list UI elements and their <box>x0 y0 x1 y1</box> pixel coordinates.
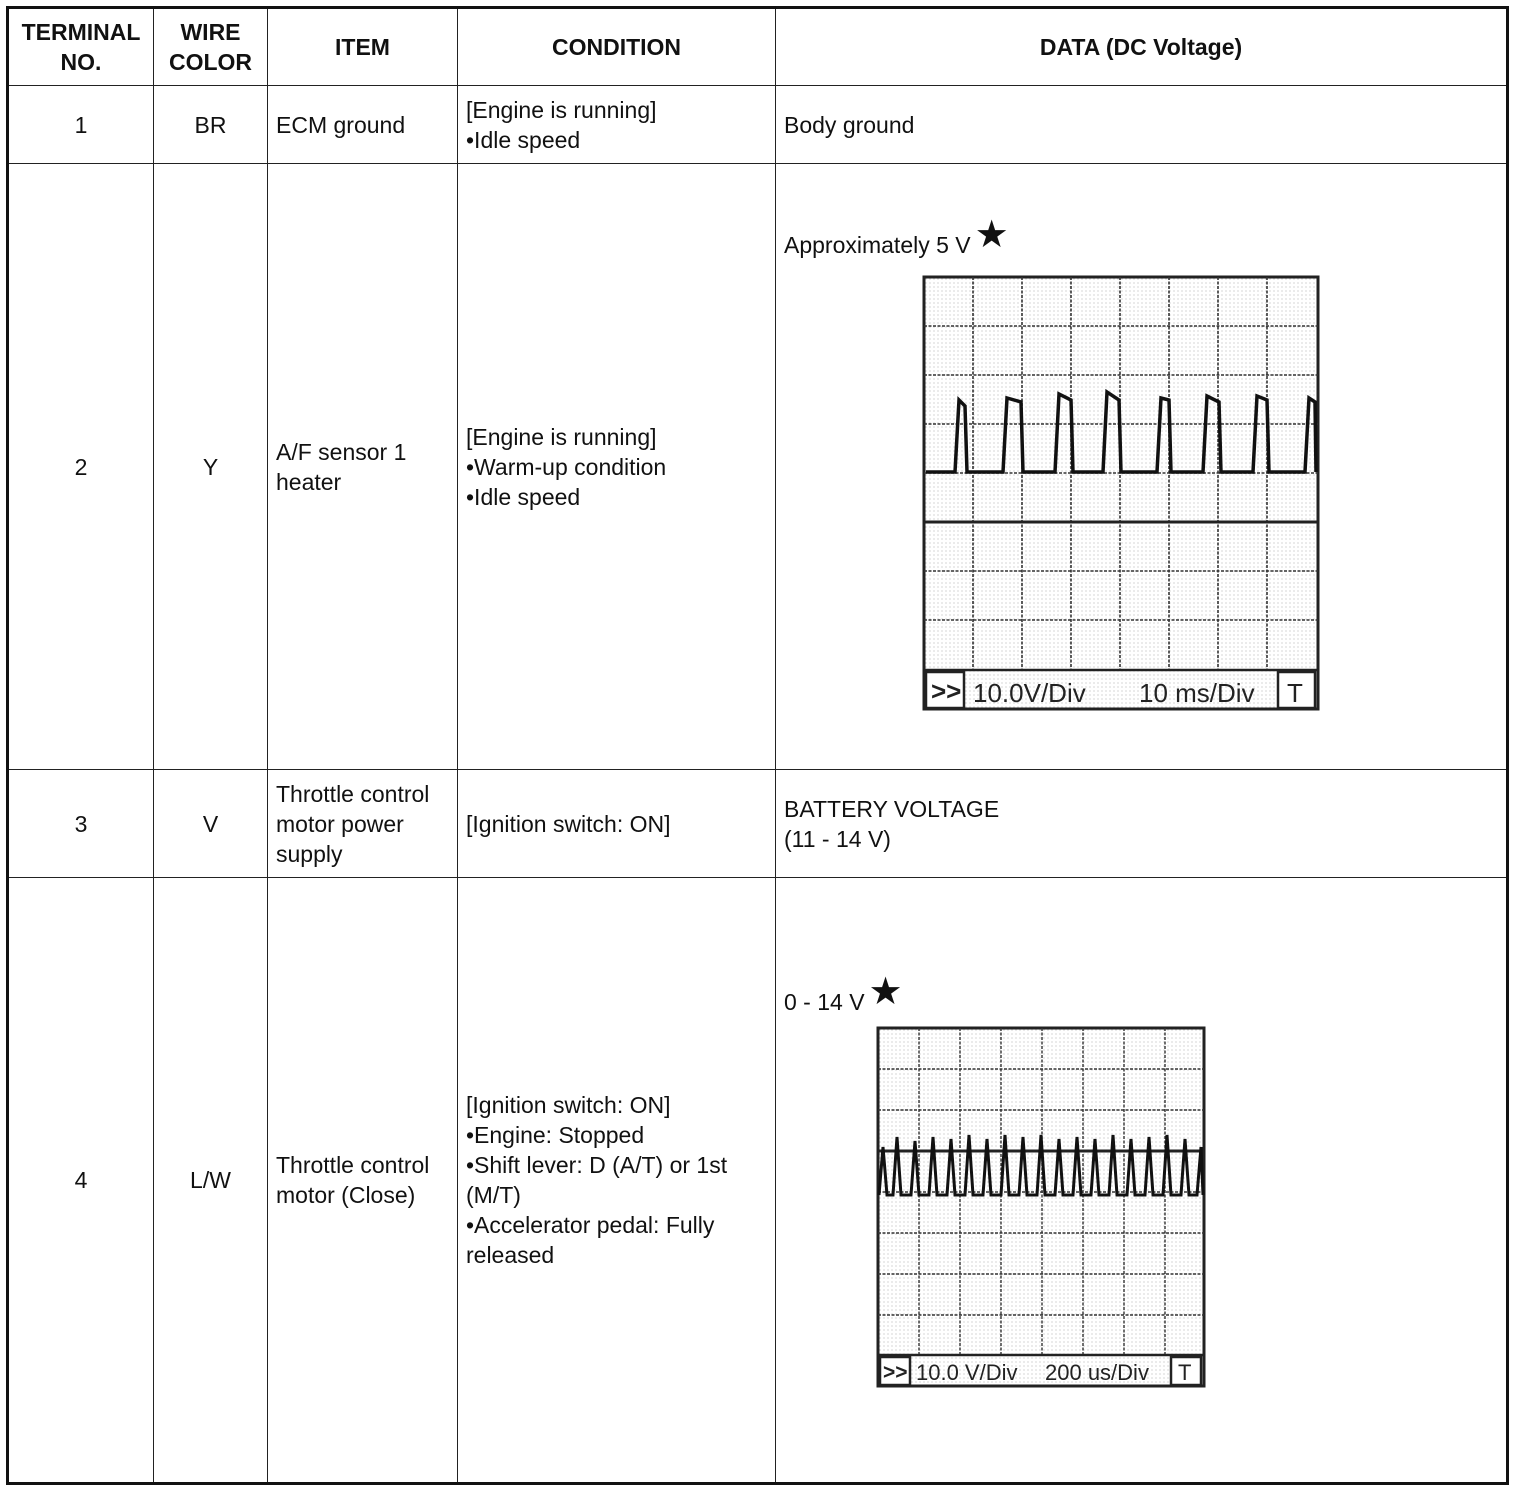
terminal-no: 2 <box>8 164 154 770</box>
wire-color: V <box>154 770 268 878</box>
header-data: DATA (DC Voltage) <box>776 8 1508 86</box>
table-row <box>8 86 1508 164</box>
wire-color: Y <box>154 164 268 770</box>
scope-volt-div: 10.0 V/Div <box>916 1359 1018 1385</box>
data-cell <box>776 164 1508 770</box>
star-icon: ★ <box>974 214 1009 256</box>
header-terminal: TERMINAL NO. <box>8 8 154 86</box>
header-wire-color: WIRE COLOR <box>154 8 268 86</box>
header-item: ITEM <box>268 8 458 86</box>
terminal-no: 1 <box>8 86 154 164</box>
terminal-spec-table <box>6 6 1509 1485</box>
item-cell: A/F sensor 1 heater <box>268 164 458 770</box>
header-row <box>8 8 1508 86</box>
condition-cell: [Ignition switch: ON] <box>458 770 776 878</box>
scope-time-div: 10 ms/Div <box>1139 678 1255 708</box>
table-row <box>8 770 1508 878</box>
condition-cell: [Ignition switch: ON] •Engine: Stopped •Shift lever: D (A/T) or 1st (M/T) •Accelerator pedal: Fully released <box>458 878 776 1484</box>
data-cell <box>776 878 1508 1484</box>
scope-trigger-text: T <box>1287 678 1303 708</box>
condition-cell: [Engine is running] •Idle speed <box>458 86 776 164</box>
scope-mode-text: >> <box>931 676 962 706</box>
wire-color: BR <box>154 86 268 164</box>
data-cell: Body ground <box>776 86 1508 164</box>
terminal-no: 4 <box>8 878 154 1484</box>
oscilloscope-waveform-motor <box>875 1025 1498 1391</box>
waveform-svg <box>921 274 1323 714</box>
scope-mode-text: >> <box>883 1360 908 1384</box>
scope-trigger-text: T <box>1178 1359 1192 1385</box>
scope-volt-div: 10.0V/Div <box>973 678 1086 708</box>
item-cell: ECM ground <box>268 86 458 164</box>
table-row <box>8 878 1508 1484</box>
item-cell: Throttle control motor (Close) <box>268 878 458 1484</box>
wire-color: L/W <box>154 878 268 1484</box>
data-value: 0 - 14 V <box>784 988 865 1015</box>
terminal-no: 3 <box>8 770 154 878</box>
oscilloscope-waveform-heater <box>921 274 1498 714</box>
header-condition: CONDITION <box>458 8 776 86</box>
waveform-svg <box>875 1025 1209 1391</box>
condition-cell: [Engine is running] •Warm-up condition •Idle speed <box>458 164 776 770</box>
star-icon: ★ <box>868 970 903 1013</box>
table-row <box>8 164 1508 770</box>
item-cell: Throttle control motor power supply <box>268 770 458 878</box>
data-value: Approximately 5 V <box>784 232 971 258</box>
scope-time-div: 200 us/Div <box>1045 1359 1149 1385</box>
data-cell: BATTERY VOLTAGE (11 - 14 V) <box>776 770 1508 878</box>
